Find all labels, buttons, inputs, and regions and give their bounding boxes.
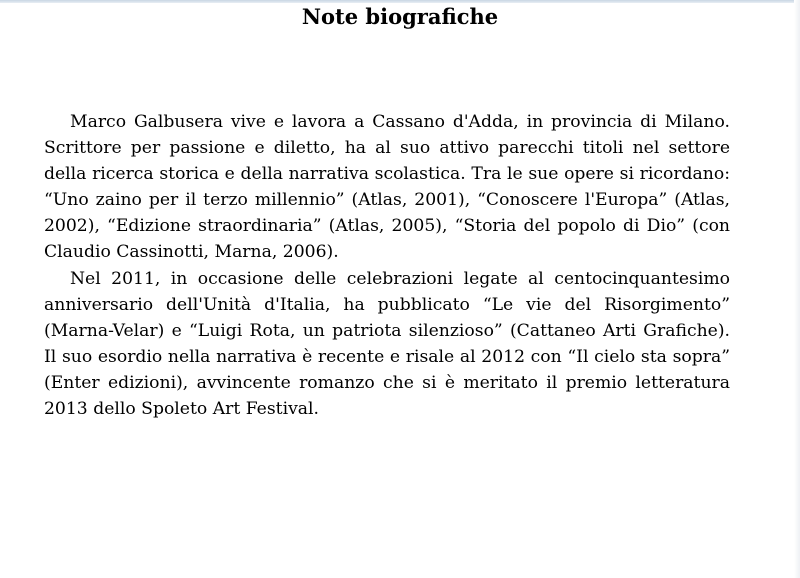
page-title: Note biografiche xyxy=(301,4,499,29)
paragraph-1: Marco Galbusera vive e lavora a Cassano d'Adda, in provincia di Milano. Scrittore per passione e diletto, ha al suo attivo parecchi titoli nel settore della ricerca storica e della narrativa scolastica. Tra le sue opere si ricordano: “Uno zaino per il terzo millennio” (Atlas, 2001), “Conoscere l'Europa” (Atlas, 2002), “Edizione straordinaria” (Atlas, 2005), “Storia del popolo di Dio” (con Claudio Cassinotti, Marna, 2006). xyxy=(44,112,730,263)
biography-text xyxy=(44,109,730,422)
page-right-edge xyxy=(794,0,800,578)
paragraph-2: Nel 2011, in occasione delle celebrazioni legate al centocinquantesimo anniversario dell'Unità d'Italia, ha pubblicato “Le vie del Risorgimento” (Marna-Velar) e “Luigi Rota, un patriota silenzioso” (Cattaneo Arti Grafiche). Il suo esordio nella narrativa è recente e risale al 2012 con “Il cielo sta sopra” (Enter edizioni), avvincente romanzo che si è meritato il premio letteratura 2013 dello Spoleto Art Festival. xyxy=(44,268,730,420)
